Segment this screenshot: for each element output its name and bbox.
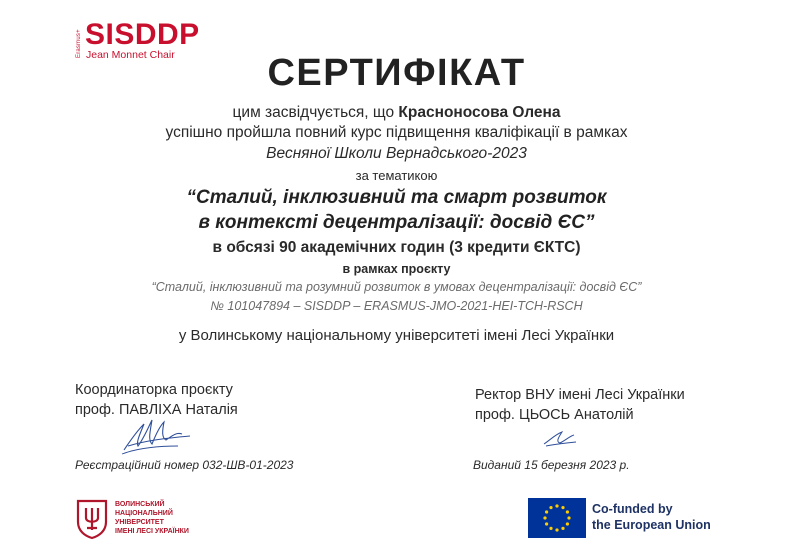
eu-star [567,516,570,519]
project-prefix: в рамках проєкту [342,262,451,276]
right-signatory-role: Ректор ВНУ імені Лесі Українки [475,387,685,403]
certify-prefix: цим засвідчується, що [232,104,399,121]
volume-line: в обсязі 90 академічних годин (3 кредити ЄКТС) [212,239,581,256]
topic-prefix: за тематикою [355,168,438,183]
erasmus-side-text: Erasmus+ [76,29,82,58]
university-logo-line-1: ВОЛИНСЬКИЙ [115,501,165,508]
recipient-name: Красноносова Олена [398,104,561,121]
university-emblem-icon [75,498,109,540]
eu-flag-icon [528,498,586,538]
logo-subtitle: Jean Monnet Chair [86,49,175,61]
university-logo-line-3: УНІВЕРСИТЕТ [115,519,164,526]
eu-cofunded-logo [528,498,728,542]
eu-star [561,506,564,509]
school-name: Весняної Школи Вернадського-2023 [266,145,527,162]
registration-number: Реєстраційний номер 032-ШВ-01-2023 [75,458,294,472]
university-line: у Волинському національному університеті імені Лесі Українки [178,327,615,344]
university-logo-line-4: ІМЕНІ ЛЕСІ УКРАЇНКИ [115,528,189,535]
logo-brand: SISDDP [85,18,200,51]
left-signatory-role: Координаторка проєкту [75,382,233,398]
right-signatory-name: проф. ЦЬОСЬ Анатолій [475,407,634,423]
eu-star [561,527,564,530]
eu-star [549,527,552,530]
university-logo-line-2: НАЦІОНАЛЬНИЙ [115,510,173,517]
project-line-2: № 101047894 – SISDDP – ERASMUS-JMO-2021-HEI-TCH-RSCH [210,299,583,313]
eu-star [566,522,569,525]
certificate-title: СЕРТИФІКАТ [267,52,526,94]
eu-cofunded-line-1: Co-funded by [592,502,673,516]
topic-line-1: “Сталий, інклюзивний та смарт розвиток [186,187,607,208]
completed-line: успішно пройшла повний курс підвищення кваліфікації в рамках [165,124,628,141]
left-signature-image [118,410,198,458]
eu-star [555,528,558,531]
eu-cofunded-line-2: the European Union [592,518,711,532]
eu-star [566,510,569,513]
issue-date: Виданий 15 березня 2023 р. [473,458,630,472]
eu-star [543,516,546,519]
project-line-1: “Сталий, інклюзивний та розумний розвиток в умовах децентралізації: досвід ЄС” [151,280,642,294]
eu-star [555,504,558,507]
eu-star [545,522,548,525]
left-signatory-name: проф. ПАВЛІХА Наталія [75,402,238,418]
topic-line-2: в контексті децентралізації: досвід ЄС” [198,212,595,233]
right-signature-image [540,422,580,450]
university-logo [75,498,255,544]
eu-star [545,510,548,513]
certify-line [0,104,793,122]
eu-star [549,506,552,509]
